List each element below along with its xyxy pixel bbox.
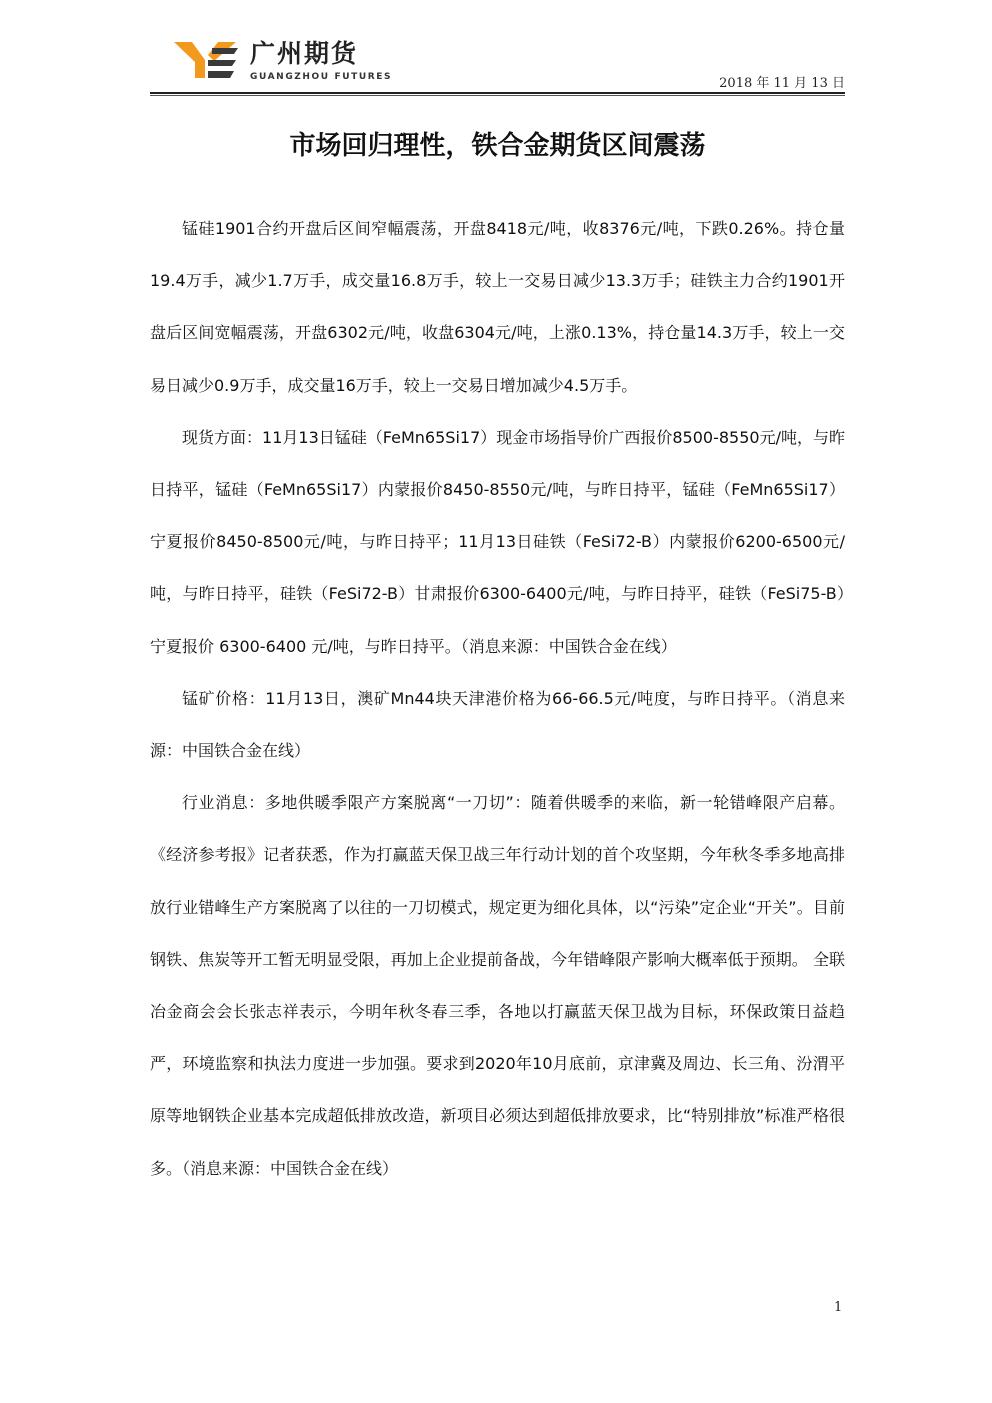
page-header xyxy=(150,34,845,94)
header-rule-thin xyxy=(150,95,845,96)
paragraph-industry-news: 行业消息：多地供暖季限产方案脱离“一刀切”：随着供暖季的来临，新一轮错峰限产启幕。《经济参考报》记者获悉，作为打赢蓝天保卫战三年行动计划的首个攻坚期，今年秋冬季多地高排放行业错峰生产方案脱离了以往的一刀切模式，规定更为细化具体，以“污染”定企业“开关”。目前钢铁、焦炭等开工暂无明显受限，再加上企业提前备战，今年错峰限产影响大概率低于预期。 全联冶金商会会长张志祥表示，今明年秋冬春三季，各地以打赢蓝天保卫战为目标，环保政策日益趋严，环境监察和执法力度进一步加强。要求到2020年10月底前，京津冀及周边、长三角、汾渭平原等地钢铁企业基本完成超低排放改造，新项目必须达到超低排放要求，比“特别排放”标准严格很多。（消息来源：中国铁合金在线） xyxy=(150,793,845,1178)
paragraph-spot-prices: 现货方面：11月13日锰硅（FeMn65Si17）现金市场指导价广西报价8500-8550元/吨，与昨日持平，锰硅（FeMn65Si17）内蒙报价8450-8550元/吨，与昨日持平，锰硅（FeMn65Si17）宁夏报价8450-8500元/吨，与昨日持平；11月13日硅铁（FeSi72-B）内蒙报价6200-6500元/吨，与昨日持平，硅铁（FeSi72-B）甘肃报价6300-6400元/吨，与昨日持平，硅铁（FeSi75-B）宁夏报价 6300-6400 元/吨，与昨日持平。（消息来源：中国铁合金在线） xyxy=(150,427,845,656)
brand-name-english: GUANGZHOU FUTURES xyxy=(250,72,393,82)
page-number: 1 xyxy=(834,1300,843,1315)
company-logo xyxy=(172,38,392,84)
header-rule xyxy=(150,92,845,94)
report-date: 2018 年 11 月 13 日 xyxy=(719,76,845,91)
guangzhou-futures-logo-icon xyxy=(172,38,238,80)
paragraph-manganese-ore: 锰矿价格：11月13日，澳矿Mn44块天津港价格为66-66.5元/吨度，与昨日持平。（消息来源：中国铁合金在线） xyxy=(150,688,845,761)
document-body xyxy=(150,203,845,1195)
paragraph-market-summary: 锰硅1901合约开盘后区间窄幅震荡，开盘8418元/吨，收8376元/吨，下跌0.26%。持仓量19.4万手，减少1.7万手，成交量16.8万手，较上一交易日减少13.3万手；硅铁主力合约1901开盘后区间宽幅震荡，开盘6302元/吨，收盘6304元/吨，上涨0.13%，持仓量14.3万手，较上一交易日减少0.9万手，成交量16万手，较上一交易日增加减少4.5万手。 xyxy=(150,219,845,395)
document-title: 市场回归理性，铁合金期货区间震荡 xyxy=(289,131,706,161)
brand-name-chinese: 广州期货 xyxy=(250,39,359,68)
